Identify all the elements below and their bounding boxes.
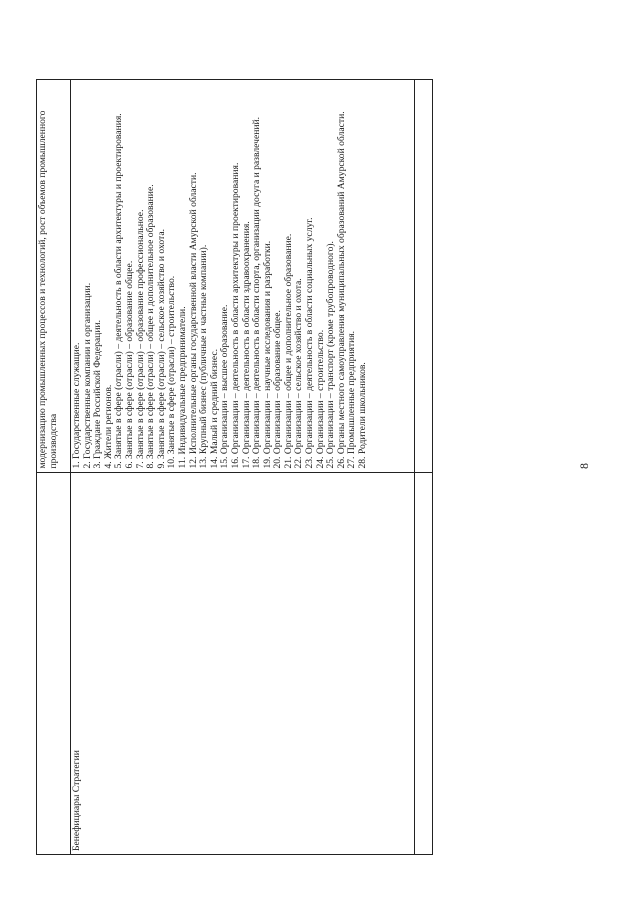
- list-item: 7. Занятые в сфере (отрасли) – образование профессиональное.: [134, 209, 146, 469]
- list-item: 5. Занятые в сфере (отрасли) – деятельность в области архитектуры и проектирования.: [113, 113, 125, 469]
- list-item: 28. Родители школьников.: [357, 362, 369, 469]
- list-item: 10. Занятые в сфере (отрасли) – строительство.: [166, 275, 178, 469]
- bottom-row-content-cell: [415, 80, 433, 473]
- list-item: 2. Государственные компании и организации.: [81, 282, 93, 469]
- list-item: 18. Организации – деятельность в области спорта, организации досуга и развлечений.: [251, 116, 263, 469]
- list-item: 23. Организации – деятельность в области социальных услуг.: [304, 217, 316, 469]
- table-row-beneficiaries: [71, 80, 415, 855]
- list-item: 25. Организации – транспорт (кроме трубопроводного).: [325, 241, 337, 469]
- list-item: 26. Органы местного самоуправления муниципальных образований Амурской области.: [335, 111, 347, 469]
- list-item: 14. Малый и средний бизнес.: [208, 349, 220, 469]
- list-item: 6. Занятые в сфере (отрасли) – образование общее.: [123, 260, 135, 469]
- list-item: 9. Занятые в сфере (отрасли) – сельское хозяйство и охота.: [155, 228, 167, 469]
- list-item: 3. Граждане Российской Федерации.: [92, 320, 104, 469]
- table-row-top: [37, 80, 71, 855]
- list-item: 4. Жители регионов.: [102, 384, 114, 469]
- list-item: 15. Организации – высшее образование.: [219, 304, 231, 469]
- beneficiaries-label-cell: Бенефициары Стратегии: [71, 472, 415, 854]
- page-number: 8: [577, 463, 591, 469]
- bottom-row-label-cell: [415, 472, 433, 854]
- beneficiaries-list-cell: [71, 80, 415, 473]
- list-item: 8. Занятые в сфере (отрасли) – общее и дополнительное образование.: [145, 184, 157, 469]
- top-row-content-cell: модернизацию промышленных процессов и технологий, рост объемов промышленного производства: [37, 80, 71, 473]
- list-item: 24. Организации – строительство.: [314, 329, 326, 469]
- list-item: 27. Промышленные предприятия.: [346, 330, 358, 469]
- list-item: 16. Организации – деятельность в области архитектуры и проектирования.: [229, 162, 241, 469]
- list-item: 19. Организации – научные исследования и разработки.: [261, 240, 273, 469]
- list-item: 1. Государственные служащие.: [71, 342, 82, 469]
- list-item: 11. Индивидуальные предприниматели.: [176, 306, 188, 469]
- list-item: 17. Организации – деятельность в области здравоохранения.: [240, 221, 252, 469]
- table-row-bottom: [415, 80, 433, 855]
- beneficiaries-list: [72, 83, 369, 469]
- top-row-label-cell: [37, 472, 71, 854]
- strategy-table: [36, 79, 433, 855]
- list-item: 13. Крупный бизнес (публичные и частные компании).: [198, 244, 210, 469]
- list-item: 20. Организации – образование общее.: [272, 310, 284, 469]
- list-item: 21. Организации – общее и дополнительное образование.: [282, 233, 294, 469]
- rotated-page-content: [36, 75, 591, 855]
- list-item: 12. Исполнительные органы государственной власти Амурской области.: [187, 172, 199, 469]
- list-item: 22. Организации – сельское хозяйство и охота.: [293, 278, 305, 469]
